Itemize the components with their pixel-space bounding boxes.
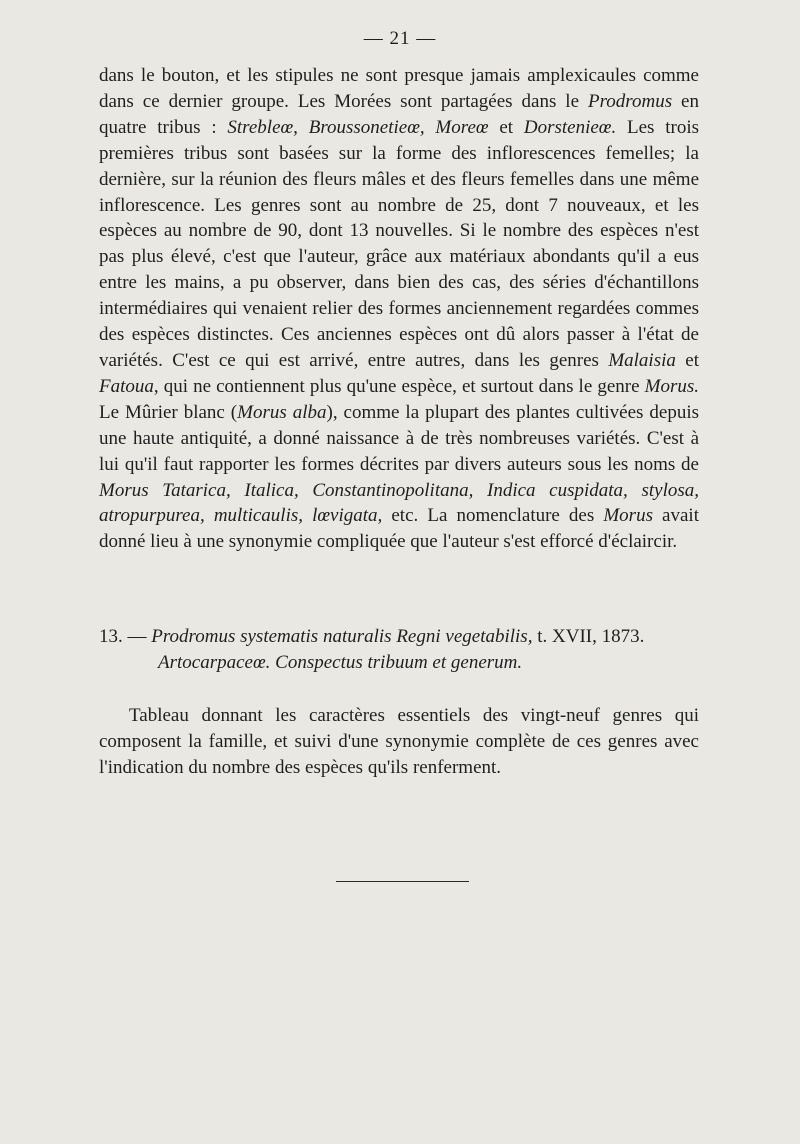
italic-run: Dorstenieœ. — [523, 116, 617, 138]
text-run: etc. La nomenclature des — [382, 505, 604, 527]
italic-run: Strebleœ, Broussonetieœ, Moreœ — [227, 116, 489, 138]
text-run: , qui ne contiennent plus qu'une espèce, et surtout dans le genre — [153, 375, 645, 397]
italic-run: Morus Tatarica, Italica, Constantinopolitana, Indica cuspidata, stylosa, atropurpurea, multicaulis, lœvigata, — [99, 479, 699, 527]
italic-run: Prodromus — [587, 90, 673, 112]
entry-title: Prodromus systematis naturalis Regni vegetabilis, — [151, 626, 533, 647]
text-run: et — [488, 116, 524, 138]
bibliography-entry — [99, 624, 699, 676]
text-run: dans le bouton, et les stipules ne sont presque jamais amplexicaules comme dans ce dernier groupe. Les Morées sont partagées dans le — [99, 65, 699, 112]
text-run: Les trois premières tribus sont basées sur la forme des inflorescences femelles; la dernière, sur la réunion des fleurs mâles et des fleurs femelles dans une même inflorescence. Les genres sont au nombre de 25, dont 7 nouveaux, et les espèces au nombre de 90, dont 13 nouvelles. Si le nombre des espèces n'est pas plus élevé, c'est que l'auteur, grâce aux matériaux abondants qu'il a eus entre les mains, a pu observer, dans bien des cas, des séries d'échantillons intermédiaires qui venaient relier des formes anciennement regardées commes des espèces distinctes. Ces anciennes espèces ont dû alors passer à l'état de variétés. C'est ce qui est arrivé, entre autres, dans les genres — [99, 116, 700, 371]
entry-subtitle: Artocarpaceœ. Conspectus tribuum et generum. — [158, 652, 523, 673]
text-run: Le Mûrier blanc ( — [99, 401, 238, 423]
entry-volume: t. XVII, 1873. — [532, 626, 645, 647]
body-paragraph — [99, 63, 699, 555]
italic-run: Fatoua — [99, 375, 154, 397]
page-number: — 21 — — [363, 28, 437, 49]
italic-run: Malaisia — [608, 349, 676, 371]
text-run: en quatre tribus : — [99, 90, 699, 138]
entry-description: Tableau donnant les caractères essentiels des vingt-neuf genres qui composent la famille, et suivi d'une synonymie complète de ces genres avec l'indication du nombre des espèces qu'ils renferment. — [99, 705, 699, 778]
text-run: ), comme la plupart des plantes cultivées depuis une haute antiquité, a donné naissance à de très nombreuses variétés. C'est à lui qu'il faut rapporter les formes décrites par divers auteurs sous les noms de — [99, 401, 699, 475]
text-run: et — [675, 349, 699, 371]
italic-run: Morus — [603, 505, 653, 527]
section-divider — [336, 881, 469, 882]
italic-run: Morus alba — [237, 401, 327, 423]
italic-run: Morus. — [644, 375, 699, 397]
text-run: avait donné lieu à une synonymie compliquée que l'auteur s'est efforcé d'éclaircir. — [99, 505, 699, 553]
entry-number: 13. — — [99, 626, 147, 647]
